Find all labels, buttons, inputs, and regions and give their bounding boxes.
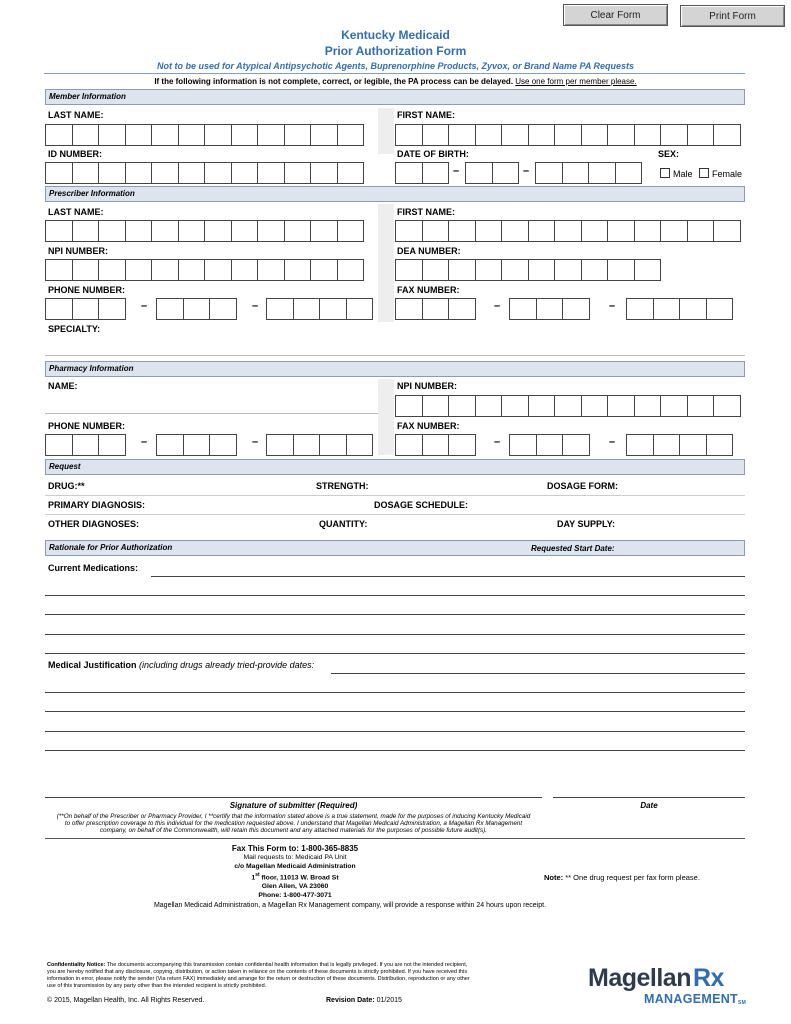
note-label: Note: xyxy=(544,873,564,882)
prescriber-fax-prefix[interactable] xyxy=(509,298,589,320)
fax-separator: – xyxy=(494,300,501,312)
pharmacy-phone-label: PHONE NUMBER: xyxy=(48,421,126,431)
dob-month-boxes[interactable] xyxy=(395,162,448,184)
certification-line-3: company, on behalf of the Commonwealth, will retain this document and any attached materials for the purposes of possible future audit(s). xyxy=(99,827,487,834)
pharmacy-phone-area[interactable] xyxy=(45,434,125,456)
member-id-label: ID NUMBER: xyxy=(48,149,102,159)
prescriber-dea-boxes[interactable] xyxy=(395,259,660,281)
current-medications-label: Current Medications: xyxy=(48,563,139,573)
prescriber-npi-label: NPI NUMBER: xyxy=(48,246,108,256)
other-diagnoses-label: OTHER DIAGNOSES: xyxy=(48,519,140,529)
prescriber-phone-prefix[interactable] xyxy=(156,298,236,320)
pharmacy-name-label: NAME: xyxy=(48,381,78,391)
copyright: © 2015, Magellan Health, Inc. All Rights Reserved. xyxy=(47,997,205,1004)
mail-city: Glen Allen, VA 23060 xyxy=(261,883,329,891)
request-row-divider xyxy=(45,514,745,515)
member-sex-label: SEX: xyxy=(658,149,680,159)
mail-phone: Phone: 1-800-477-3071 xyxy=(258,891,332,899)
prescriber-specialty-label: SPECIALTY: xyxy=(48,324,101,334)
confidentiality-line-1: Confidentiality Notice: The documents accompanying this transmission contain confidential health information that is legally privileged. If you are not the intended recipient, xyxy=(47,962,468,968)
pharmacy-npi-label: NPI NUMBER: xyxy=(397,381,457,391)
prescriber-fax-area[interactable] xyxy=(395,298,475,320)
fax-separator: – xyxy=(609,436,616,448)
pharmacy-npi-boxes[interactable] xyxy=(395,395,740,417)
revision-date xyxy=(326,997,402,1004)
dob-separator: – xyxy=(523,165,530,177)
justification-line[interactable] xyxy=(331,673,745,674)
date-label: Date xyxy=(640,801,658,810)
member-last-name-label: LAST NAME: xyxy=(48,110,104,120)
prescriber-last-name-label: LAST NAME: xyxy=(48,207,104,217)
prescriber-dea-label: DEA NUMBER: xyxy=(397,246,461,256)
justification-line[interactable] xyxy=(45,692,745,693)
prescriber-fax-line[interactable] xyxy=(626,298,732,320)
quantity-label: QUANTITY: xyxy=(319,519,368,529)
phone-separator: – xyxy=(141,300,148,312)
dosage-schedule-label: DOSAGE SCHEDULE: xyxy=(374,500,469,510)
section-rationale: Rationale for Prior Authorization xyxy=(45,540,745,556)
prescriber-fax-label: FAX NUMBER: xyxy=(397,285,460,295)
logo-management: MANAGEMENTSM xyxy=(644,992,747,1006)
phone-separator: – xyxy=(252,436,259,448)
male-checkbox[interactable] xyxy=(660,168,670,178)
requested-start-date-label: Requested Start Date: xyxy=(531,544,615,553)
current-medications-line[interactable] xyxy=(45,634,745,635)
pharmacy-fax-line[interactable] xyxy=(626,434,732,456)
drug-request-note xyxy=(544,873,700,882)
phone-separator: – xyxy=(141,436,148,448)
prescriber-first-name-boxes[interactable] xyxy=(395,220,740,242)
prescriber-first-name-label: FIRST NAME: xyxy=(397,207,455,217)
certification-divider xyxy=(45,838,745,839)
dob-day-boxes[interactable] xyxy=(465,162,518,184)
column-gap xyxy=(378,108,394,154)
current-medications-line[interactable] xyxy=(45,595,745,596)
specialty-field[interactable] xyxy=(45,355,745,356)
justification-line[interactable] xyxy=(45,711,745,712)
pharmacy-fax-area[interactable] xyxy=(395,434,475,456)
member-dob-label: DATE OF BIRTH: xyxy=(397,149,469,159)
prescriber-phone-area[interactable] xyxy=(45,298,125,320)
section-member-information: Member Information xyxy=(45,89,745,105)
fax-separator: – xyxy=(609,300,616,312)
certification-text xyxy=(45,813,542,834)
fax-separator: – xyxy=(494,436,501,448)
fax-mail-block xyxy=(190,843,400,900)
justification-line[interactable] xyxy=(45,731,745,732)
notice-underline: Use one form per member please. xyxy=(515,77,637,86)
signature-label: Signature of submitter (Required) xyxy=(229,801,358,810)
medical-justification-label xyxy=(48,660,314,670)
section-request: Request xyxy=(45,459,745,475)
mail-co: c/o Magellan Medicaid Administration xyxy=(234,862,356,870)
confidentiality-notice xyxy=(47,962,527,990)
mail-street: 1st floor, 11013 W. Broad St xyxy=(251,872,339,882)
dob-separator: – xyxy=(453,165,460,177)
form-subtitle: Not to be used for Atypical Antipsychotic Agents, Buprenorphine Products, Zyvox, or Brand Name PA Requests xyxy=(156,61,635,71)
male-label: Male xyxy=(673,169,693,179)
medical-justification-bold: Medical Justification xyxy=(48,660,137,670)
current-medications-line[interactable] xyxy=(45,614,745,615)
revision-value: 01/2015 xyxy=(376,997,402,1004)
primary-diagnosis-label: PRIMARY DIAGNOSIS: xyxy=(48,500,146,510)
magellan-rx-logo xyxy=(588,964,748,1014)
pharmacy-phone-prefix[interactable] xyxy=(156,434,236,456)
header-divider xyxy=(44,73,745,74)
justification-line[interactable] xyxy=(45,750,745,751)
pharmacy-name-field[interactable] xyxy=(45,413,378,414)
confidentiality-line-2: you are hereby notified that any disclosure, copying, distribution, or action taken in reliance on the contents of these documents is strictly prohibited. If you have received this xyxy=(47,969,468,975)
medical-justification-italic: (including drugs already tried-provide dates: xyxy=(139,660,315,670)
form-title-state: Kentucky Medicaid xyxy=(341,28,450,42)
confidentiality-line-4: use of this transmission by any party other than the intended recipient is strictly prohibited. xyxy=(47,983,267,989)
prescriber-phone-line[interactable] xyxy=(266,298,372,320)
prescriber-phone-label: PHONE NUMBER: xyxy=(48,285,126,295)
confidentiality-line-3: information in error, please notify the sender (Via return FAX) immediately and arrange for the return or destruction of these documents. Distribution, reproduction or any other xyxy=(47,976,470,982)
print-form-button[interactable]: Print Form xyxy=(680,5,785,27)
member-first-name-label: FIRST NAME: xyxy=(397,110,455,120)
current-medications-line[interactable] xyxy=(151,576,745,577)
current-medications-line[interactable] xyxy=(45,653,745,654)
notice-bold: If the following information is not complete, correct, or legible, the PA process can be delayed. xyxy=(154,77,514,86)
day-supply-label: DAY SUPPLY: xyxy=(557,519,616,529)
member-first-name-boxes[interactable] xyxy=(395,124,740,146)
female-checkbox[interactable] xyxy=(699,168,709,178)
dosage-form-label: DOSAGE FORM: xyxy=(547,481,618,491)
fax-number: Fax This Form to: 1-800-365-8835 xyxy=(231,844,359,853)
form-title: Prior Authorization Form xyxy=(324,44,467,58)
pharmacy-fax-prefix[interactable] xyxy=(509,434,589,456)
date-line[interactable] xyxy=(553,797,745,798)
member-id-boxes[interactable] xyxy=(45,162,363,184)
signature-line[interactable] xyxy=(45,797,542,798)
form-notice xyxy=(0,77,791,86)
request-row-divider xyxy=(45,495,745,496)
dob-year-boxes[interactable] xyxy=(535,162,641,184)
pharmacy-phone-line[interactable] xyxy=(266,434,372,456)
column-gap xyxy=(378,379,394,455)
phone-separator: – xyxy=(252,300,259,312)
note-text: ** One drug request per fax form please. xyxy=(565,873,700,882)
prescriber-npi-boxes[interactable] xyxy=(45,259,363,281)
certification-line-1: (**On behalf of the Prescriber or Pharmacy Provider, I **certify that the information stated above is a true statement, made for the purposes of inducing Kentucky Medicaid xyxy=(56,813,531,820)
logo-wordmark: MagellanRx xyxy=(588,964,724,992)
response-statement: Magellan Medicaid Administration, a Magellan Rx Management company, will provide a response within 24 hours upon receipt. xyxy=(153,902,547,909)
certification-line-2: to offer prescription coverage to this individual for the medication requested above. I understand that Magellan Medicaid Administration, a Magellan Rx Management xyxy=(64,820,523,827)
prescriber-last-name-boxes[interactable] xyxy=(45,220,363,242)
strength-label: STRENGTH: xyxy=(316,481,369,491)
pharmacy-fax-label: FAX NUMBER: xyxy=(397,421,460,431)
section-prescriber-information: Prescriber Information xyxy=(45,186,745,202)
sex-options xyxy=(660,168,742,179)
mail-unit: Mail requests to: Medicaid PA Unit xyxy=(243,854,347,861)
revision-label: Revision Date: xyxy=(326,997,375,1004)
section-pharmacy-information: Pharmacy Information xyxy=(45,361,745,377)
clear-form-button[interactable]: Clear Form xyxy=(563,4,668,26)
member-last-name-boxes[interactable] xyxy=(45,124,363,146)
drug-label: DRUG:** xyxy=(48,481,85,491)
female-label: Female xyxy=(712,169,743,179)
column-gap xyxy=(378,204,394,322)
